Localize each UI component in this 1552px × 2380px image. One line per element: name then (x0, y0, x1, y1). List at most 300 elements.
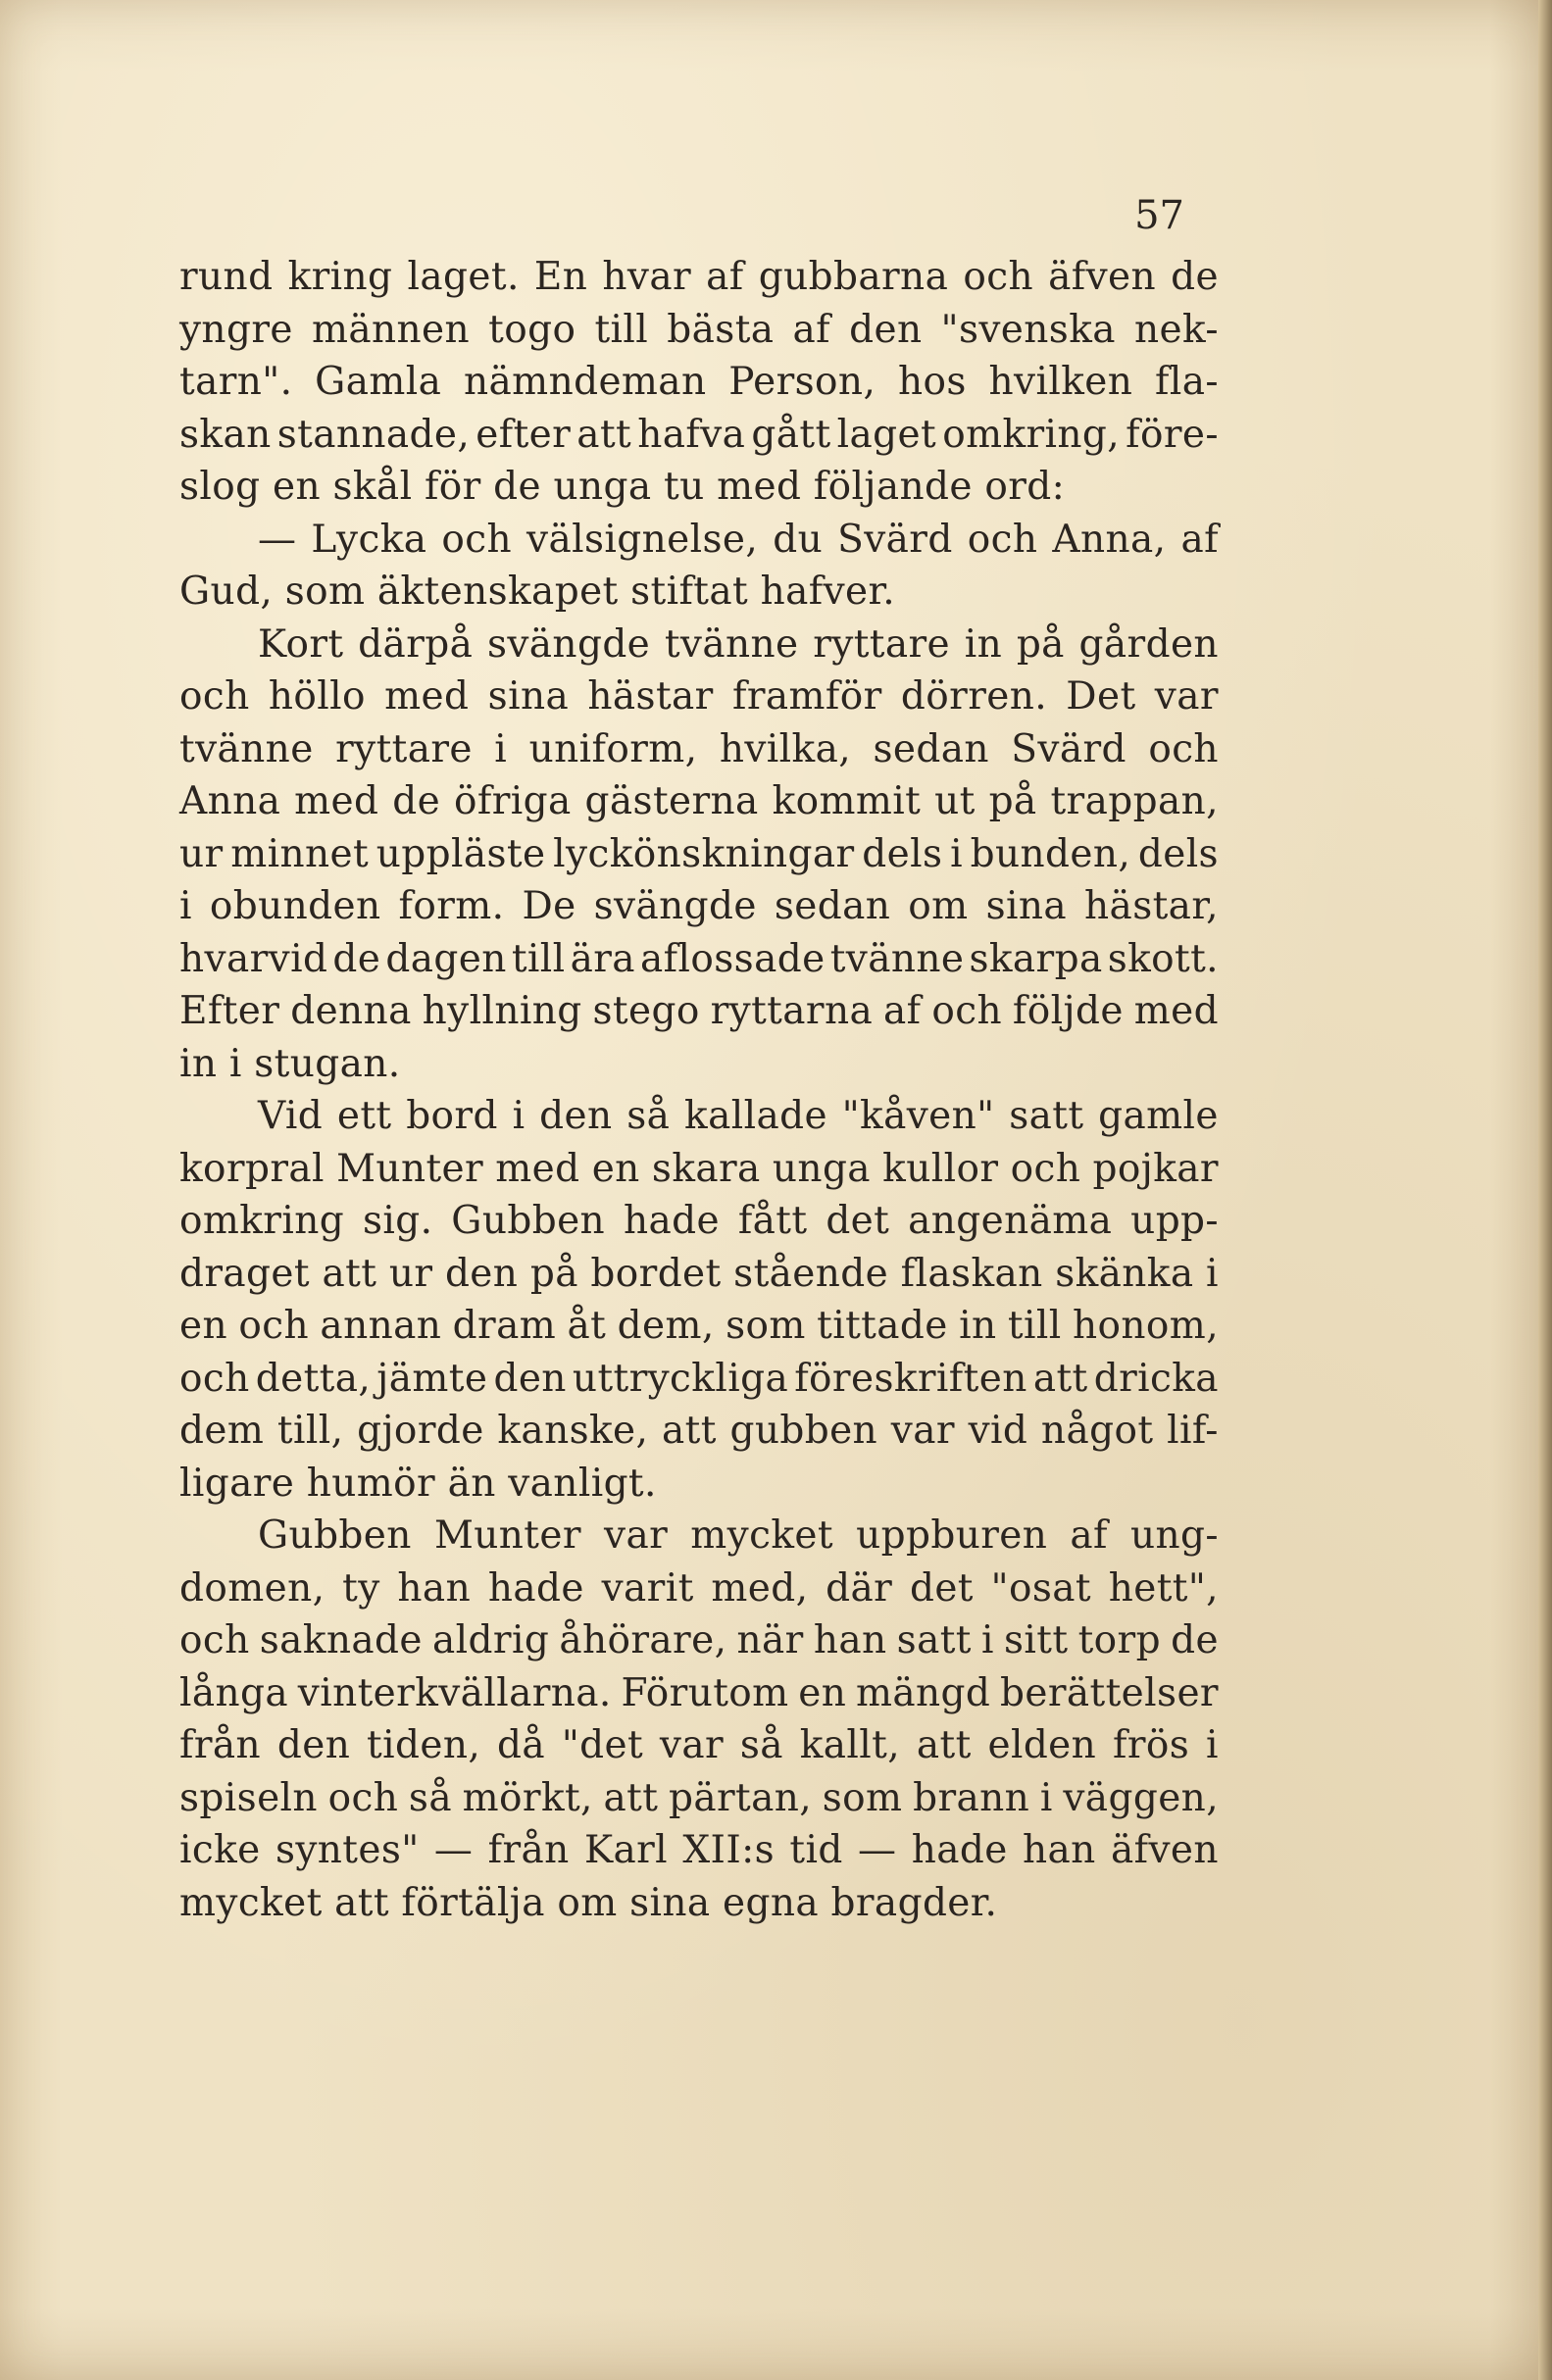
word: gamle (1098, 1094, 1219, 1138)
word: frös (1113, 1723, 1190, 1767)
word: och (1010, 1146, 1081, 1191)
word: aflossade (640, 936, 826, 981)
word: flaskan (900, 1251, 1043, 1296)
word: äfven (1111, 1828, 1219, 1872)
word: kullor (882, 1146, 999, 1191)
word: som (822, 1775, 903, 1820)
word: stiftat (630, 570, 749, 614)
word: så (739, 1723, 783, 1767)
word: i (1039, 1775, 1053, 1820)
word: skara (651, 1146, 761, 1191)
word: vid (968, 1409, 1028, 1453)
body-text (179, 251, 1219, 1929)
word: sedan (774, 884, 891, 928)
word: hos (897, 360, 967, 404)
word: sig. (362, 1199, 433, 1243)
word: skarpa (969, 936, 1103, 981)
word: "det (561, 1723, 644, 1767)
word: skott. (1107, 936, 1219, 981)
word: Svärd (1011, 726, 1126, 771)
word: domen, (179, 1565, 325, 1611)
word: laget. (407, 255, 520, 299)
word: att (662, 1409, 717, 1453)
word: yngre (179, 307, 293, 352)
word: med (294, 779, 379, 823)
word: framför (731, 674, 882, 719)
word: bunden, (970, 831, 1131, 876)
word: och (238, 1304, 310, 1348)
word: hade (623, 1199, 720, 1243)
word: till (594, 307, 649, 352)
word: ett (336, 1094, 392, 1138)
word: laget (836, 412, 937, 457)
word: varit (601, 1565, 694, 1611)
word: föreskriften (794, 1356, 1027, 1401)
word: — (858, 1828, 897, 1872)
text-line (179, 1195, 1219, 1248)
word: han (397, 1565, 472, 1611)
word: — (258, 517, 297, 562)
word: dels (1137, 831, 1219, 876)
word: med (495, 1146, 580, 1191)
word: vanligt. (508, 1461, 657, 1506)
word: ryttarna (710, 989, 874, 1033)
word: gått (751, 412, 831, 457)
word: till, (276, 1409, 344, 1453)
word: väggen, (1063, 1775, 1219, 1820)
page-edge-shadow (1538, 0, 1552, 2380)
word: kring (287, 255, 393, 299)
word: gästerna (584, 779, 759, 823)
word: och (179, 674, 250, 719)
text-line (179, 1143, 1219, 1196)
word: saknade (259, 1618, 423, 1662)
word: på (988, 779, 1037, 823)
word: trappan, (1050, 779, 1219, 823)
word: skål (332, 465, 413, 509)
word: ryttare (335, 726, 473, 771)
word: Person, (728, 360, 876, 404)
word: Efter (179, 989, 280, 1033)
word: de (392, 779, 441, 823)
word: in (959, 1304, 997, 1348)
word: de (332, 936, 381, 981)
word: sina (629, 1880, 711, 1925)
word: kallade (684, 1094, 827, 1138)
word: därpå (358, 621, 474, 667)
text-line (179, 1248, 1219, 1301)
word: från (487, 1828, 570, 1872)
word: "osat (990, 1565, 1091, 1611)
word: så (626, 1094, 671, 1138)
word: omkring, (942, 412, 1121, 457)
word: tvänne (179, 726, 314, 771)
word: mycket (179, 1880, 323, 1925)
word: med (384, 674, 470, 719)
word: och (441, 517, 513, 562)
word: af (1180, 517, 1219, 562)
word: unga (553, 465, 652, 509)
word: de (1171, 255, 1219, 299)
word: en (273, 465, 322, 509)
word: då (496, 1723, 545, 1767)
word: icke (179, 1828, 261, 1872)
word: var (604, 1513, 669, 1558)
text-line (179, 1090, 1219, 1143)
paragraph (179, 1090, 1219, 1510)
word: bästa (667, 307, 775, 352)
text-line (179, 1772, 1219, 1825)
word: sina (985, 884, 1068, 928)
word: nek- (1134, 307, 1219, 352)
word: följande (813, 465, 973, 509)
word: du (773, 517, 824, 562)
word: de (493, 465, 542, 509)
word: pärtan, (668, 1775, 813, 1820)
word: mycket (690, 1513, 833, 1558)
text-line (179, 461, 1219, 514)
word: egna (723, 1880, 820, 1925)
word: Munter (433, 1513, 581, 1558)
word: bordet (590, 1251, 722, 1296)
text-line (179, 1824, 1219, 1877)
word: de (1171, 1618, 1219, 1662)
word: som (726, 1304, 806, 1348)
word: dram (452, 1304, 557, 1348)
word: var (1154, 674, 1219, 719)
word: i (512, 1094, 526, 1138)
word: spiseln (179, 1775, 318, 1820)
word: fått (737, 1199, 808, 1243)
word: hett", (1108, 1565, 1219, 1611)
text-line (179, 670, 1219, 723)
word: fla- (1155, 360, 1219, 404)
word: berättelser (1000, 1670, 1219, 1715)
word: — (433, 1828, 474, 1872)
word: från (179, 1723, 262, 1767)
text-line (179, 1353, 1219, 1406)
text-line (179, 1562, 1219, 1615)
word: sina (487, 674, 570, 719)
word: med (717, 465, 802, 509)
text-line (179, 566, 1219, 619)
word: ära (570, 936, 635, 981)
paragraph (179, 251, 1219, 514)
word: och (1148, 726, 1219, 771)
word: syntes" (275, 1828, 420, 1872)
word: af (1070, 1513, 1108, 1558)
word: kommit (772, 779, 922, 823)
word: hvarvid (179, 936, 328, 981)
word: hafver. (760, 570, 896, 614)
word: uppläste (375, 831, 546, 876)
word: skänka (1055, 1251, 1194, 1296)
word: hvilken (988, 360, 1133, 404)
word: och (179, 1618, 250, 1662)
word: svängde (593, 884, 757, 928)
text-line (179, 304, 1219, 357)
word: Gubben (451, 1199, 606, 1243)
word: upp- (1130, 1199, 1219, 1243)
word: ur (388, 1251, 433, 1296)
word: ung- (1130, 1513, 1219, 1558)
word: ligare (179, 1461, 295, 1506)
word: om (908, 884, 969, 928)
word: och (327, 1775, 399, 1820)
paragraph (179, 1510, 1219, 1929)
word: tu (664, 465, 705, 509)
word: kallt, (799, 1723, 901, 1767)
word: Det (1066, 674, 1136, 719)
word: på (529, 1251, 578, 1296)
word: elden (987, 1723, 1097, 1767)
word: ty (342, 1565, 380, 1611)
word: aldrig (432, 1618, 550, 1662)
word: välsignelse, (526, 517, 759, 562)
word: att (1032, 1356, 1088, 1401)
word: denna (290, 989, 412, 1033)
word: stugan. (254, 1041, 401, 1086)
word: hyllning (422, 989, 582, 1033)
word: det (909, 1565, 974, 1611)
word: Munter (336, 1146, 484, 1191)
word: form. (398, 884, 505, 928)
word: till (511, 936, 566, 981)
word: den (493, 1356, 567, 1401)
word: brann (913, 1775, 1030, 1820)
word: dagen (385, 936, 507, 981)
word: han (813, 1618, 887, 1662)
word: vinterkvällarna. (297, 1670, 612, 1715)
word: efter (476, 412, 572, 457)
word: att (916, 1723, 972, 1767)
word: torp (1077, 1618, 1161, 1662)
word: dels (862, 831, 943, 876)
paragraph (179, 514, 1219, 619)
word: dörren. (900, 674, 1048, 719)
text-line (179, 251, 1219, 304)
word: jämte (376, 1356, 488, 1401)
word: "kåven" (841, 1094, 995, 1138)
word: honom, (1073, 1304, 1219, 1348)
text-line (179, 1405, 1219, 1458)
word: hafva (637, 412, 746, 457)
word: detta, (255, 1356, 372, 1401)
word: uttryckliga (572, 1356, 789, 1401)
word: något (1040, 1409, 1154, 1453)
word: Lycka (311, 517, 427, 562)
word: rund (179, 255, 274, 299)
word: ord: (984, 465, 1066, 509)
word: på (1016, 621, 1065, 667)
word: Gud, (179, 570, 274, 614)
word: svängde (486, 621, 651, 667)
word: lif- (1167, 1409, 1219, 1453)
word: Kort (258, 621, 344, 667)
word: slog (179, 465, 261, 509)
word: humör (306, 1461, 436, 1506)
word: den (276, 1723, 351, 1767)
word: uppburen (856, 1513, 1048, 1558)
word: långa (179, 1670, 289, 1715)
word: med (1133, 989, 1219, 1033)
word: ur (179, 831, 224, 876)
word: och (963, 255, 1033, 299)
word: och (931, 989, 1003, 1033)
text-line (179, 356, 1219, 409)
word: om (557, 1880, 618, 1925)
word: höllo (268, 674, 366, 719)
word: ut (934, 779, 976, 823)
word: i (1206, 1251, 1219, 1296)
text-line (179, 514, 1219, 567)
word: Förutom (621, 1670, 789, 1715)
word: Anna, (1052, 517, 1167, 562)
word: pojkar (1092, 1146, 1219, 1191)
word: när (736, 1618, 804, 1662)
word: i (179, 884, 192, 928)
word: än (447, 1461, 496, 1506)
word: Svärd (837, 517, 953, 562)
word: så (408, 1775, 452, 1820)
word: den (849, 307, 923, 352)
text-line (179, 1458, 1219, 1511)
text-line (179, 1038, 1219, 1091)
word: Vid (258, 1094, 324, 1138)
word: nämndeman (464, 360, 707, 404)
word: stego (592, 989, 700, 1033)
word: följde (1012, 989, 1124, 1033)
page-number: 57 (1134, 193, 1184, 238)
word: korpral (179, 1146, 325, 1191)
word: i (1205, 1723, 1219, 1767)
word: mörkt, (462, 1775, 593, 1820)
word: en (591, 1146, 640, 1191)
word: ryttare (813, 621, 951, 667)
word: en (798, 1670, 847, 1715)
text-line (179, 1300, 1219, 1353)
word: som (284, 570, 366, 614)
word: åhörare, (559, 1618, 727, 1662)
word: tvänne (829, 936, 965, 981)
word: till (1007, 1304, 1062, 1348)
word: hade (911, 1828, 1008, 1872)
word: hästar (587, 674, 714, 719)
text-line (179, 1614, 1219, 1667)
word: af (706, 255, 744, 299)
word: gubbarna (758, 255, 949, 299)
word: En (533, 255, 588, 299)
word: annan (320, 1304, 442, 1348)
text-line (179, 775, 1219, 828)
word: satt (1009, 1094, 1084, 1138)
word: och (179, 1356, 250, 1401)
word: De (522, 884, 576, 928)
word: det (826, 1199, 890, 1243)
word: i (494, 726, 508, 771)
text-line (179, 1667, 1219, 1720)
text-line (179, 985, 1219, 1038)
word: Gamla (315, 360, 442, 404)
word: var (890, 1409, 955, 1453)
text-line (179, 619, 1219, 671)
word: draget (179, 1251, 310, 1296)
word: att (603, 1775, 659, 1820)
paragraph (179, 619, 1219, 1091)
word: satt (896, 1618, 972, 1662)
word: lyckönskningar (553, 831, 855, 876)
word: stående (733, 1251, 889, 1296)
word: Anna (179, 779, 281, 823)
word: äfven (1048, 255, 1157, 299)
word: att (334, 1880, 389, 1925)
word: af (883, 989, 922, 1033)
word: dem (179, 1409, 265, 1453)
word: in (179, 1041, 218, 1086)
word: männen (311, 307, 471, 352)
word: med, (711, 1565, 809, 1611)
word: en (179, 1304, 227, 1348)
word: åt (567, 1304, 607, 1348)
text-line (179, 828, 1219, 881)
word: den (444, 1251, 519, 1296)
word: äktenskapet (376, 570, 619, 614)
text-line (179, 1510, 1219, 1562)
word: tiden, (367, 1723, 481, 1767)
text-line (179, 1877, 1219, 1930)
word: förtälja (401, 1880, 545, 1925)
word: tittade (817, 1304, 948, 1348)
word: stannade, (276, 412, 471, 457)
word: dricka (1093, 1356, 1219, 1401)
word: han (1023, 1828, 1096, 1872)
word: i (228, 1041, 242, 1086)
word: att (322, 1251, 377, 1296)
word: hvilka, (719, 726, 852, 771)
word: XII:s (682, 1828, 776, 1872)
word: minnet (230, 831, 370, 876)
word: sitt (1004, 1618, 1069, 1662)
word: af (792, 307, 831, 352)
word: i (981, 1618, 994, 1662)
word: uniform, (528, 726, 698, 771)
word: för (424, 465, 481, 509)
word: öfriga (453, 779, 572, 823)
word: i (950, 831, 963, 876)
word: bord (406, 1094, 498, 1138)
word: gården (1078, 621, 1219, 667)
word: omkring (179, 1199, 345, 1243)
word: togo (488, 307, 576, 352)
word: in (964, 621, 1003, 667)
text-line (179, 409, 1219, 462)
text-line (179, 933, 1219, 986)
word: tid (789, 1828, 843, 1872)
word: där (826, 1565, 893, 1611)
word: skan (179, 412, 272, 457)
word: och (967, 517, 1038, 562)
word: dem, (617, 1304, 715, 1348)
word: Karl (583, 1828, 669, 1872)
word: gjorde (357, 1409, 484, 1453)
word: hade (487, 1565, 584, 1611)
text-line (179, 723, 1219, 776)
word: att (576, 412, 632, 457)
word: var (659, 1723, 725, 1767)
word: gubben (729, 1409, 878, 1453)
text-line (179, 880, 1219, 933)
word: Gubben (258, 1513, 412, 1558)
